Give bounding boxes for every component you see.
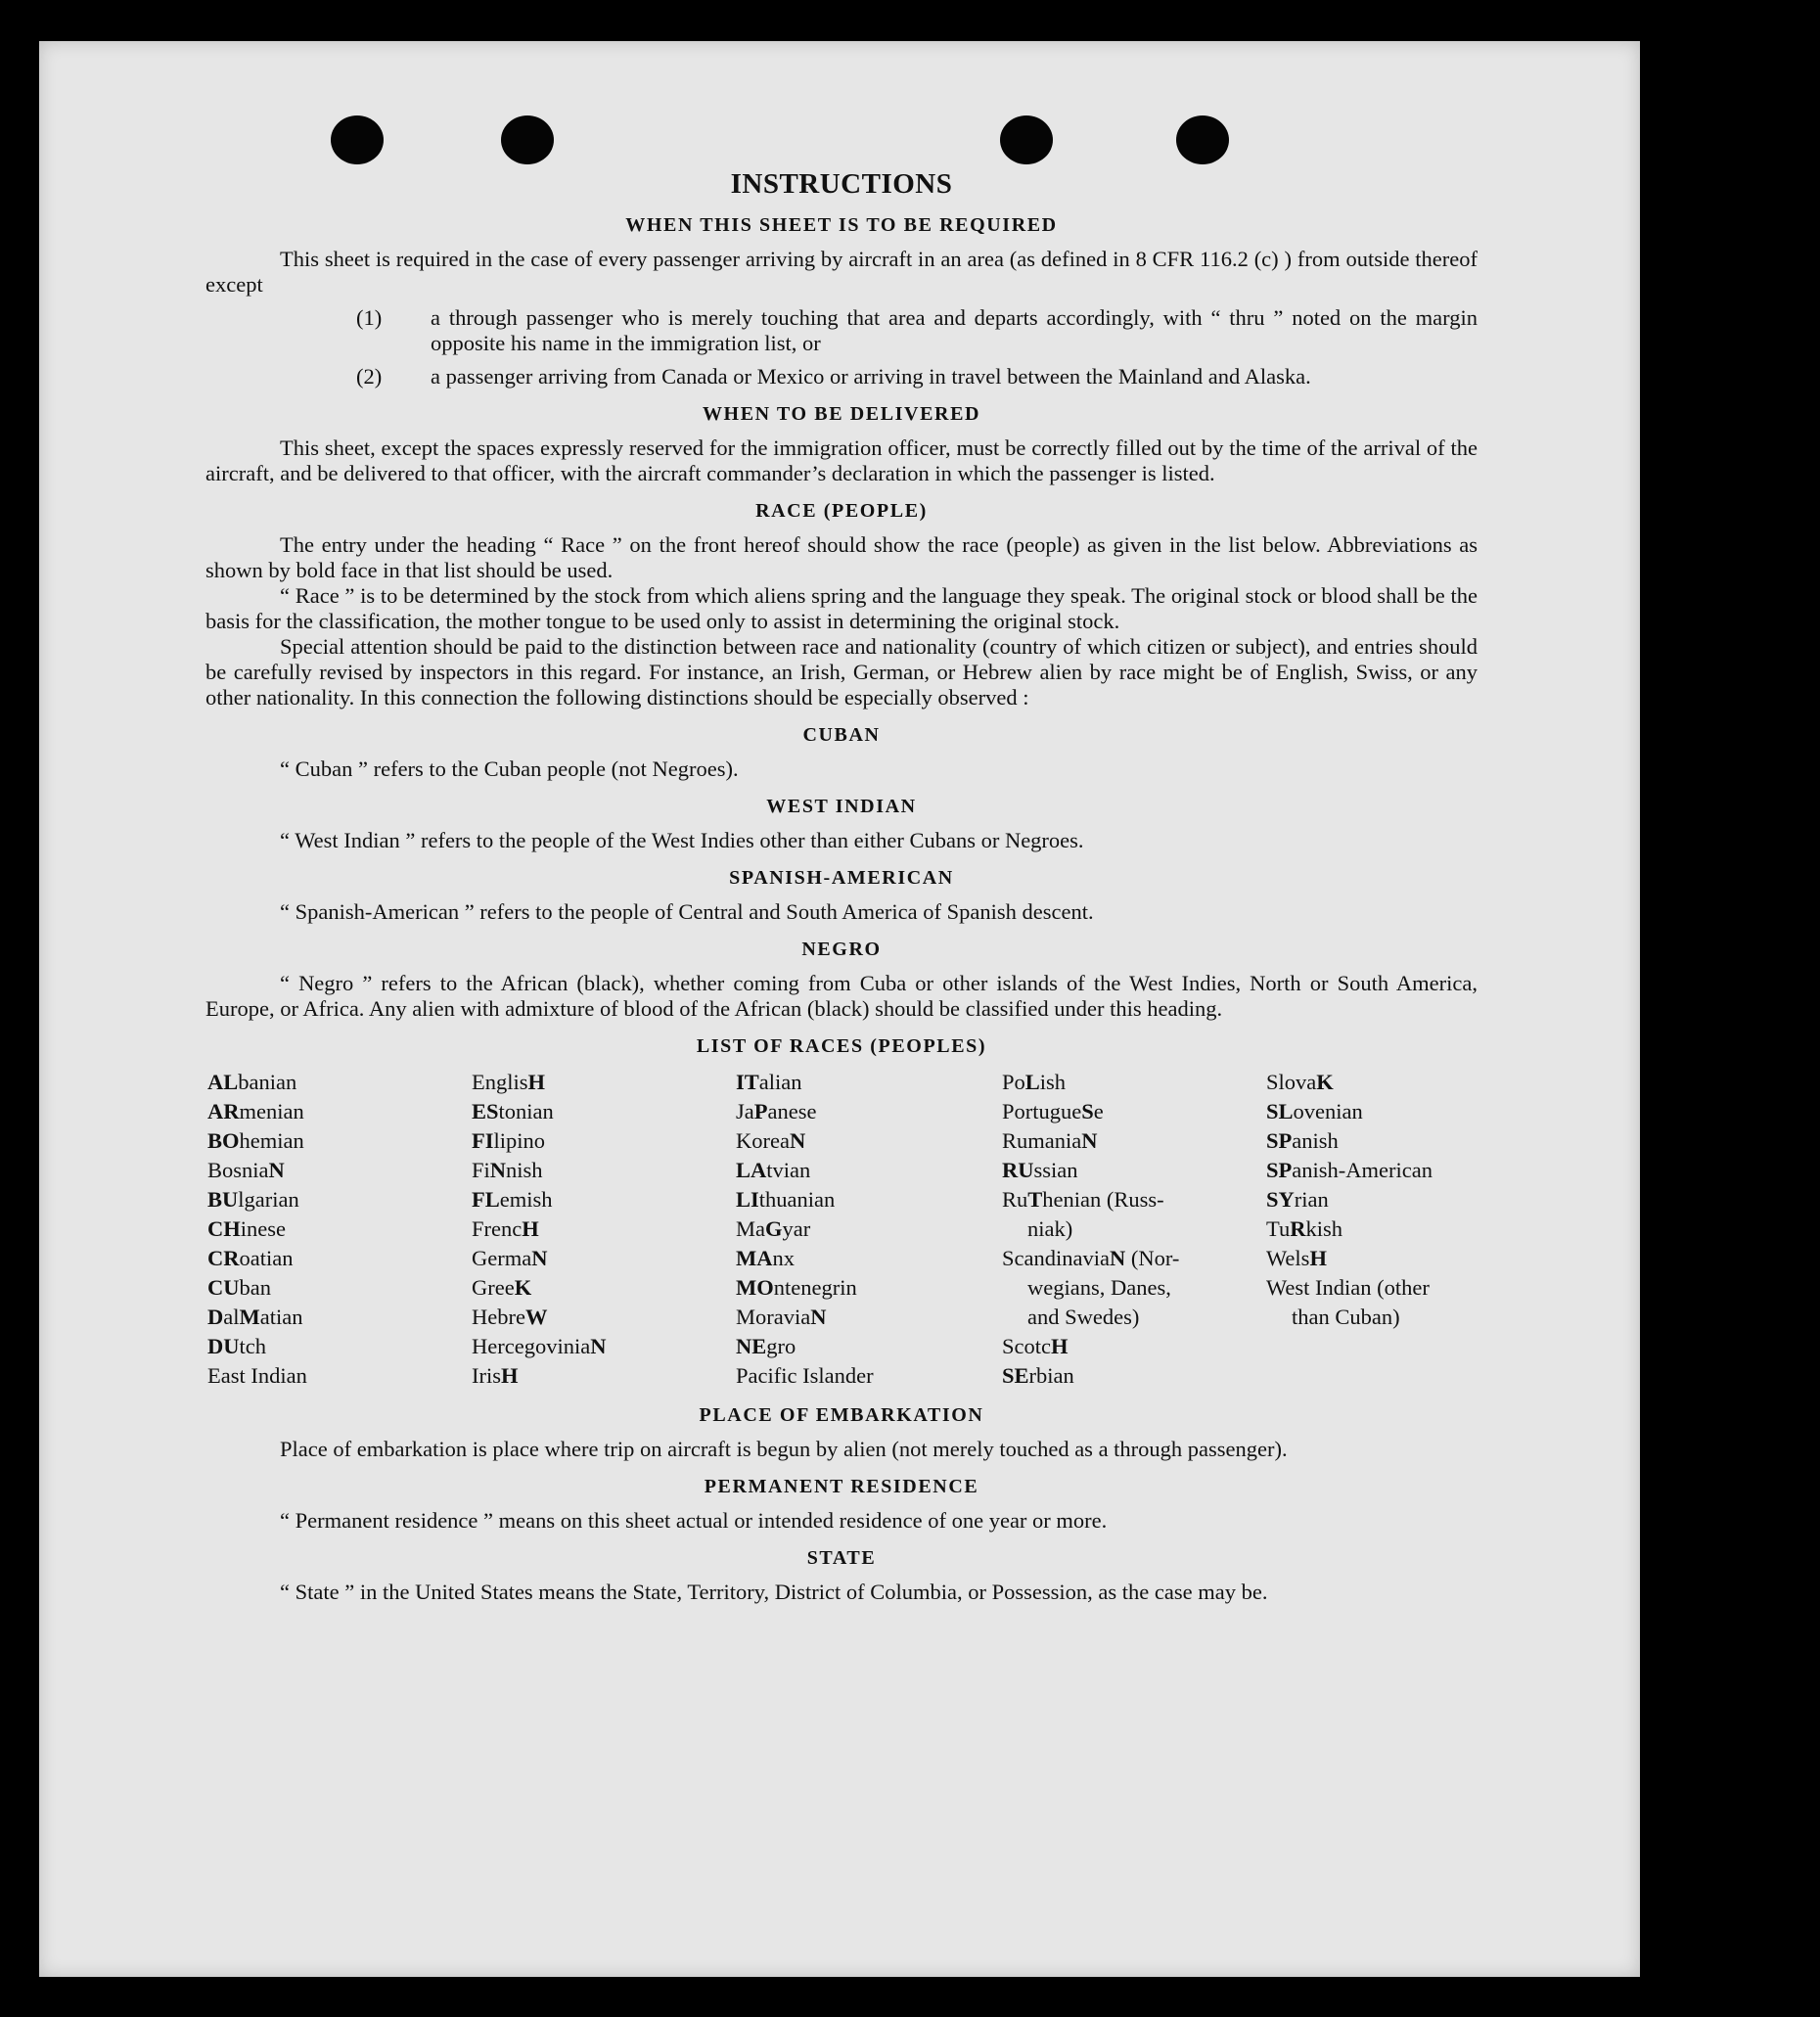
section-paragraph: “ State ” in the United States means the State, Territory, District of Columbia, or Possession, as the case may be. (280, 1580, 1268, 1604)
race-abbrev: M (239, 1305, 260, 1329)
race-entry (1266, 1156, 1511, 1185)
race-entry (736, 1361, 1002, 1391)
race-entry (736, 1126, 1002, 1156)
race-text: Moravia (736, 1305, 811, 1329)
race-text: Germa (472, 1246, 532, 1270)
race-entry (736, 1097, 1002, 1126)
race-abbrev: DU (207, 1334, 240, 1358)
race-entry (1266, 1244, 1511, 1273)
section-paragraph: “ West Indian ” refers to the people of the West Indies other than either Cubans or Negroes. (280, 828, 1084, 852)
sections (205, 214, 1478, 1022)
race-entry (472, 1303, 736, 1332)
race-entry (472, 1097, 736, 1126)
page-title: INSTRUCTIONS (730, 168, 953, 200)
race-entry (736, 1273, 1002, 1303)
race-text: tvian (766, 1158, 811, 1182)
section-paragraph: “ Race ” is to be determined by the stock from which aliens spring and the language they speak. The original stock or blood shall be the basis for the classification, the mother tongue to be used only to assist in determining the original stock. (205, 583, 1478, 633)
race-entry (207, 1185, 472, 1215)
race-entry (472, 1361, 736, 1391)
race-entry (472, 1273, 736, 1303)
race-text: alian (758, 1070, 802, 1094)
race-abbrev: LA (736, 1158, 767, 1182)
section-heading: WHEN THIS SHEET IS TO BE REQUIRED (625, 214, 1058, 236)
race-text: Scotc (1002, 1334, 1051, 1358)
race-abbrev: P (753, 1099, 768, 1123)
race-text: anish (1292, 1128, 1339, 1153)
item-number: (2) (356, 364, 383, 389)
race-abbrev: W (524, 1305, 548, 1329)
race-text: Tu (1266, 1216, 1291, 1241)
race-text: banian (238, 1070, 297, 1094)
race-entry (736, 1332, 1002, 1361)
race-entry (736, 1185, 1002, 1215)
race-entry (1002, 1185, 1266, 1215)
race-entry (207, 1244, 472, 1273)
race-abbrev: N (1109, 1246, 1126, 1270)
race-entry (207, 1273, 472, 1303)
race-abbrev: SY (1266, 1187, 1295, 1212)
race-abbrev: SE (1002, 1363, 1029, 1388)
race-text: Iris (472, 1363, 501, 1388)
race-abbrev: MO (736, 1275, 774, 1300)
race-abbrev: CH (207, 1216, 241, 1241)
race-text: oatian (239, 1246, 294, 1270)
section-paragraph: Place of embarkation is place where trip on aircraft is begun by alien (not merely touched as a through passenger). (280, 1437, 1288, 1461)
race-entry (1002, 1361, 1266, 1391)
race-entry (472, 1332, 736, 1361)
race-abbrev: SP (1266, 1128, 1293, 1153)
race-text: Englis (472, 1070, 528, 1094)
race-text: nx (772, 1246, 795, 1270)
race-entry (1002, 1332, 1266, 1361)
race-entry (1002, 1303, 1266, 1332)
races-table (207, 1068, 1478, 1391)
race-abbrev: N (489, 1158, 507, 1182)
race-abbrev: H (522, 1216, 539, 1241)
race-text: inese (240, 1216, 286, 1241)
race-text: ovenian (1293, 1099, 1363, 1123)
race-entry (207, 1156, 472, 1185)
race-text: Portugue (1002, 1099, 1082, 1123)
race-entry (1266, 1126, 1511, 1156)
race-entry (1266, 1303, 1511, 1332)
race-text: henian (Russ- (1042, 1187, 1164, 1212)
race-entry (472, 1215, 736, 1244)
race-text: ban (239, 1275, 271, 1300)
race-text: Korea (736, 1128, 790, 1153)
race-entry (207, 1332, 472, 1361)
race-entry (472, 1244, 736, 1273)
race-abbrev: S (1081, 1099, 1094, 1123)
race-text: (Nor- (1125, 1246, 1180, 1270)
item-text: a passenger arriving from Canada or Mexico or arriving in travel between the Mainland and Alaska. (431, 364, 1311, 389)
race-abbrev: N (789, 1128, 806, 1153)
race-text: Po (1002, 1070, 1025, 1094)
race-text: Bosnia (207, 1158, 269, 1182)
punch-hole (501, 115, 554, 164)
race-text: rbian (1028, 1363, 1074, 1388)
race-abbrev: FI (472, 1128, 494, 1153)
race-entry (472, 1126, 736, 1156)
race-text: emish (499, 1187, 553, 1212)
race-abbrev: AL (207, 1070, 239, 1094)
race-text: Ma (736, 1216, 765, 1241)
race-abbrev: CU (207, 1275, 240, 1300)
section-paragraph: “ Permanent residence ” means on this sheet actual or intended residence of one year or more. (280, 1508, 1108, 1533)
race-entry (207, 1068, 472, 1097)
race-text: lipino (493, 1128, 546, 1153)
race-entry (736, 1215, 1002, 1244)
race-text: nish (506, 1158, 543, 1182)
race-abbrev: BO (207, 1128, 240, 1153)
race-text: ntenegrin (773, 1275, 857, 1300)
race-text: ish (1039, 1070, 1067, 1094)
race-entry (736, 1303, 1002, 1332)
race-abbrev: H (527, 1070, 546, 1094)
section-heading: CUBAN (802, 724, 881, 746)
section-heading: NEGRO (801, 939, 882, 960)
race-abbrev: AR (207, 1099, 240, 1123)
race-abbrev: FL (472, 1187, 500, 1212)
race-abbrev: H (1051, 1334, 1069, 1358)
race-entry (1266, 1185, 1511, 1215)
punch-hole (1176, 115, 1229, 164)
section-heading: PERMANENT RESIDENCE (704, 1476, 979, 1497)
race-text: wegians, Danes, (1027, 1275, 1171, 1300)
race-text: than Cuban) (1292, 1305, 1400, 1329)
punch-hole (331, 115, 384, 164)
race-text: tonian (498, 1099, 554, 1123)
section-paragraph: The entry under the heading “ Race ” on the front hereof should show the race (people) as given in the list below. Abbreviations as shown by bold face in that list should be used. (205, 532, 1478, 582)
race-text: gro (766, 1334, 796, 1358)
race-abbrev: H (1309, 1246, 1327, 1270)
section-paragraph: This sheet, except the spaces expressly reserved for the immigration officer, must be correctly filled out by the time of the arrival of the aircraft, and be delivered to that officer, with the aircraft commander’s declaration in which the passenger is listed. (205, 435, 1478, 485)
list-item (205, 364, 1478, 390)
section-heading: STATE (806, 1547, 877, 1569)
race-abbrev: G (765, 1216, 783, 1241)
race-abbrev: RU (1002, 1158, 1034, 1182)
race-column (1002, 1068, 1266, 1391)
race-abbrev: N (810, 1305, 827, 1329)
race-text: Ru (1002, 1187, 1028, 1212)
race-entry (1266, 1215, 1511, 1244)
race-entry (472, 1068, 736, 1097)
race-column (1266, 1068, 1511, 1391)
race-text: Rumania (1002, 1128, 1082, 1153)
race-entry (207, 1215, 472, 1244)
race-entry (207, 1097, 472, 1126)
race-entry (1002, 1215, 1266, 1244)
race-text: menian (239, 1099, 304, 1123)
race-text: tch (239, 1334, 266, 1358)
section-paragraph: “ Cuban ” refers to the Cuban people (not Negroes). (280, 756, 739, 781)
section-paragraph: “ Spanish-American ” refers to the people of Central and South America of Spanish descent. (280, 899, 1094, 924)
section-heading: WEST INDIAN (766, 796, 917, 817)
race-text: Slova (1266, 1070, 1317, 1094)
race-abbrev: N (531, 1246, 548, 1270)
race-entry (1002, 1273, 1266, 1303)
race-entry (1002, 1068, 1266, 1097)
race-text: Scandinavia (1002, 1246, 1110, 1270)
race-column (736, 1068, 1002, 1391)
race-entry (736, 1244, 1002, 1273)
race-abbrev: MA (736, 1246, 773, 1270)
race-abbrev: T (1027, 1187, 1043, 1212)
race-text: East Indian (207, 1363, 307, 1388)
instructions-document (205, 168, 1478, 1605)
race-text: lgarian (238, 1187, 299, 1212)
race-abbrev: BU (207, 1187, 239, 1212)
race-abbrev: SP (1266, 1158, 1293, 1182)
race-text: al (223, 1305, 240, 1329)
race-entry (1266, 1097, 1511, 1126)
race-text: anese (767, 1099, 817, 1123)
section-paragraph: “ Negro ” refers to the African (black), whether coming from Cuba or other islands of the West Indies, North or South America, Europe, or Africa. Any alien with admixture of blood of the African (black) should be classified under this heading. (205, 971, 1478, 1021)
race-entry (1002, 1126, 1266, 1156)
race-entry (736, 1068, 1002, 1097)
race-column (207, 1068, 472, 1391)
race-text: rian (1294, 1187, 1329, 1212)
race-entry (1002, 1244, 1266, 1273)
race-abbrev: L (1024, 1070, 1040, 1094)
section-paragraph: Special attention should be paid to the distinction between race and nationality (country of which citizen or subject), and entries should be carefully revised by inspectors in this regard. For instance, an Irish, German, or Hebrew alien by race might be of English, Swiss, or any other nationality. In this connection the following distinctions should be especially observed : (205, 634, 1478, 710)
section-heading: WHEN TO BE DELIVERED (702, 403, 981, 425)
race-text: hemian (239, 1128, 304, 1153)
race-entry (207, 1303, 472, 1332)
race-text: ssian (1033, 1158, 1078, 1182)
race-text: Pacific Islander (736, 1363, 874, 1388)
race-text: kish (1305, 1216, 1342, 1241)
race-text: Frenc (472, 1216, 523, 1241)
race-entry (472, 1185, 736, 1215)
race-entry (736, 1156, 1002, 1185)
race-abbrev: CR (207, 1246, 240, 1270)
race-text: Ja (736, 1099, 754, 1123)
section-heading: PLACE OF EMBARKATION (699, 1404, 984, 1426)
race-abbrev: LI (736, 1187, 759, 1212)
list-heading: LIST OF RACES (PEOPLES) (696, 1035, 987, 1057)
race-abbrev: NE (736, 1334, 767, 1358)
race-text: Fi (472, 1158, 490, 1182)
race-text: atian (259, 1305, 303, 1329)
race-text: anish-American (1292, 1158, 1433, 1182)
race-entry (1266, 1068, 1511, 1097)
race-abbrev: H (501, 1363, 519, 1388)
race-text: e (1093, 1099, 1104, 1123)
race-abbrev: N (268, 1158, 285, 1182)
race-column (472, 1068, 736, 1391)
race-text: thuanian (758, 1187, 836, 1212)
race-text: Wels (1266, 1246, 1310, 1270)
race-text: West Indian (other (1266, 1275, 1430, 1300)
race-abbrev: IT (736, 1070, 759, 1094)
race-abbrev: K (1316, 1070, 1334, 1094)
race-entry (207, 1126, 472, 1156)
race-text: Hercegovinia (472, 1334, 591, 1358)
race-abbrev: D (207, 1305, 224, 1329)
race-entry (1002, 1156, 1266, 1185)
race-entry (1266, 1273, 1511, 1303)
punch-hole (1000, 115, 1053, 164)
race-abbrev: N (1081, 1128, 1098, 1153)
item-number: (1) (356, 305, 383, 330)
race-abbrev: R (1290, 1216, 1306, 1241)
race-abbrev: ES (472, 1099, 499, 1123)
race-text: niak) (1027, 1216, 1073, 1241)
race-abbrev: K (514, 1275, 532, 1300)
race-text: Hebre (472, 1305, 525, 1329)
section-paragraph: This sheet is required in the case of every passenger arriving by aircraft in an area (as defined in 8 CFR 116.2 (c) ) from outside thereof except (205, 247, 1478, 297)
closing-sections (205, 1404, 1478, 1605)
section-heading: SPANISH-AMERICAN (729, 867, 954, 889)
race-abbrev: SL (1266, 1099, 1294, 1123)
race-entry (472, 1156, 736, 1185)
race-entry (207, 1361, 472, 1391)
race-text: Gree (472, 1275, 515, 1300)
list-item (205, 305, 1478, 356)
race-text: and Swedes) (1027, 1305, 1140, 1329)
item-text: a through passenger who is merely touching that area and departs accordingly, with “ thru ” noted on the margin opposite his name in the immigration list, or (431, 305, 1478, 355)
race-text: yar (782, 1216, 811, 1241)
race-entry (1002, 1097, 1266, 1126)
race-abbrev: N (590, 1334, 607, 1358)
section-heading: RACE (PEOPLE) (755, 500, 928, 522)
